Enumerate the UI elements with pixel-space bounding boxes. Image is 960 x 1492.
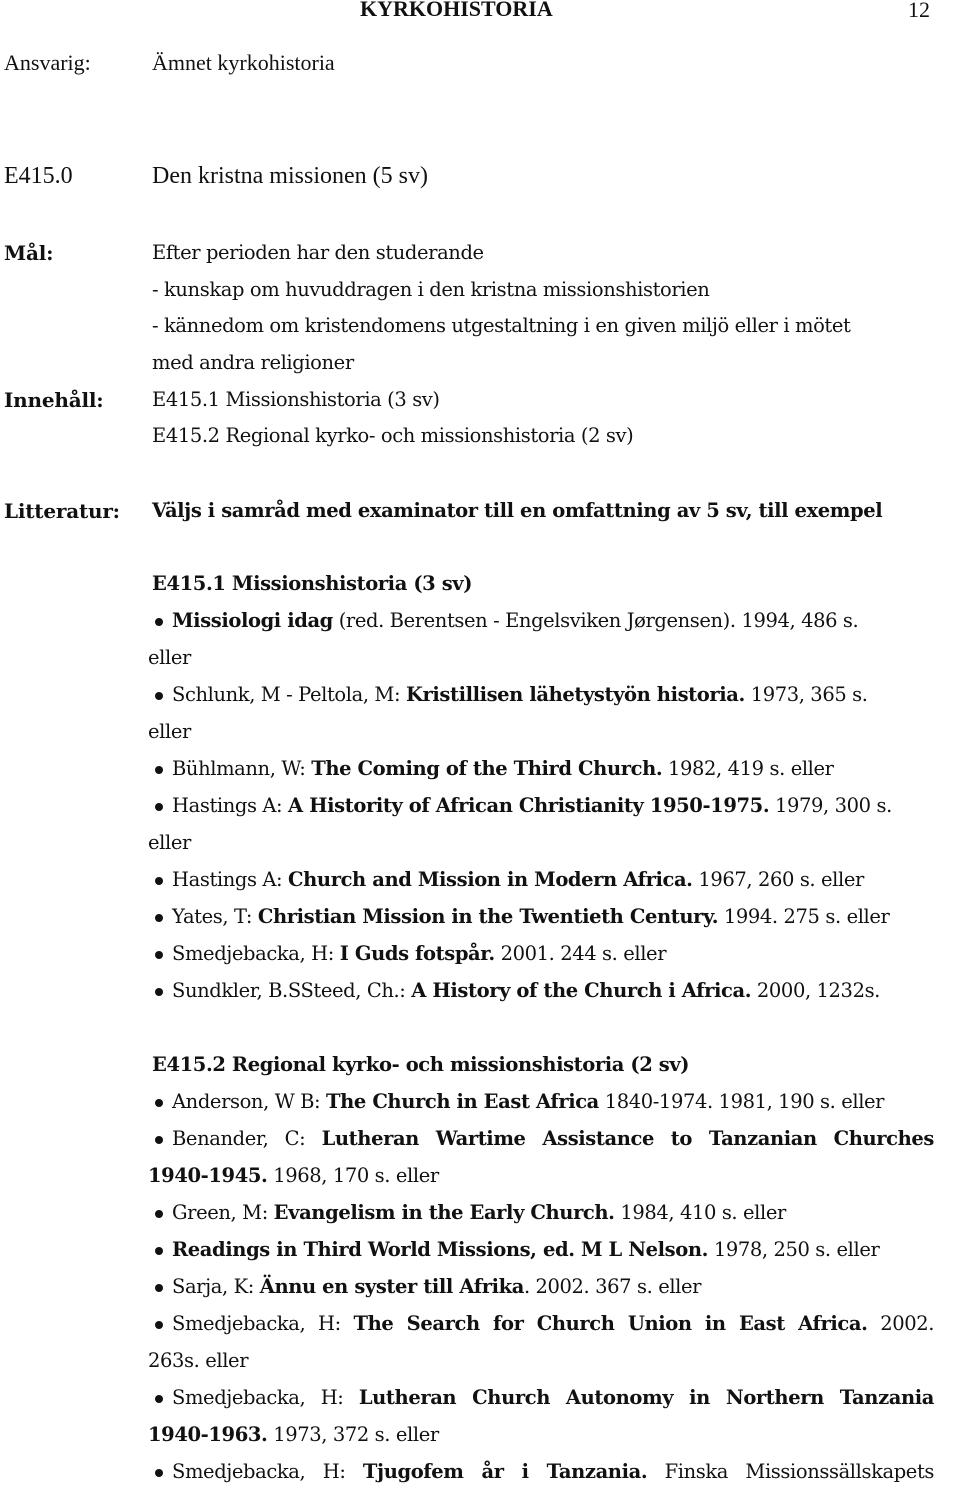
literature-label: Litteratur: xyxy=(4,499,120,523)
goals-line-4: med andra religioner xyxy=(152,351,354,374)
or-separator: eller xyxy=(148,831,191,854)
course-title: Den kristna missionen (5 sv) xyxy=(152,163,428,189)
list-item: Smedjebacka, H: Lutheran Church Autonomy in Northern Tanzania xyxy=(172,1386,934,1409)
responsible-value: Ämnet kyrkohistoria xyxy=(152,50,335,75)
bullet-icon xyxy=(155,877,163,885)
list-item: Schlunk, M - Peltola, M: Kristillisen lähetystyön historia. 1973, 365 s. xyxy=(172,683,868,706)
content-label: Innehåll: xyxy=(4,388,104,412)
or-separator: eller xyxy=(148,646,191,669)
responsible-label: Ansvarig: xyxy=(4,50,91,75)
bullet-icon xyxy=(155,803,163,811)
content-line-2: E415.2 Regional kyrko- och missionshistoria (2 sv) xyxy=(152,424,634,447)
goals-line-3: - kännedom om kristendomens utgestaltning i en given miljö eller i mötet xyxy=(152,314,851,337)
goals-line-2: - kunskap om huvuddragen i den kristna missionshistorien xyxy=(152,278,710,301)
course-code: E415.0 xyxy=(4,163,73,189)
bullet-icon xyxy=(155,951,163,959)
bullet-icon xyxy=(155,1210,163,1218)
section2-heading: E415.2 Regional kyrko- och missionshistoria (2 sv) xyxy=(152,1053,690,1076)
content-line-1: E415.1 Missionshistoria (3 sv) xyxy=(152,388,440,411)
bullet-icon xyxy=(155,1321,163,1329)
list-item: Readings in Third World Missions, ed. M L Nelson. 1978, 250 s. eller xyxy=(172,1238,880,1261)
bullet-icon xyxy=(155,1395,163,1403)
bullet-icon xyxy=(155,1469,163,1477)
page-number: 12 xyxy=(908,0,930,22)
list-item: Bühlmann, W: The Coming of the Third Church. 1982, 419 s. eller xyxy=(172,757,834,780)
bullet-icon xyxy=(155,914,163,922)
bullet-icon xyxy=(155,692,163,700)
list-item: Yates, T: Christian Mission in the Twentieth Century. 1994. 275 s. eller xyxy=(172,905,890,928)
list-item: Benander, C: Lutheran Wartime Assistance to Tanzanian Churches xyxy=(172,1127,935,1150)
bullet-icon xyxy=(155,766,163,774)
list-item: Missiologi idag (red. Berentsen - Engelsviken Jørgensen). 1994, 486 s. xyxy=(172,609,859,632)
page-header-title: KYRKOHISTORIA xyxy=(360,0,553,21)
list-item: Hastings A: A Histority of African Christianity 1950-1975. 1979, 300 s. xyxy=(172,794,892,817)
bullet-icon xyxy=(155,618,163,626)
list-item: Smedjebacka, H: I Guds fotspår. 2001. 244 s. eller xyxy=(172,942,667,965)
list-item: Smedjebacka, H: Tjugofem år i Tanzania. Finska Missionssällskapets xyxy=(172,1460,934,1483)
list-item-continuation: 1940-1945. 1968, 170 s. eller xyxy=(148,1164,439,1187)
list-item: Anderson, W B: The Church in East Africa 1840-1974. 1981, 190 s. eller xyxy=(172,1090,885,1113)
bullet-icon xyxy=(155,1136,163,1144)
list-item: Sarja, K: Ännu en syster till Afrika. 2002. 367 s. eller xyxy=(172,1275,702,1298)
list-item: Smedjebacka, H: The Search for Church Union in East Africa. 2002. xyxy=(172,1312,935,1335)
bullet-icon xyxy=(155,1284,163,1292)
bullet-icon xyxy=(155,1099,163,1107)
section1-heading: E415.1 Missionshistoria (3 sv) xyxy=(152,572,473,595)
bullet-icon xyxy=(155,1247,163,1255)
goals-line-1: Efter perioden har den studerande xyxy=(152,241,484,264)
literature-intro: Väljs i samråd med examinator till en omfattning av 5 sv, till exempel xyxy=(152,499,883,522)
or-separator: eller xyxy=(148,720,191,743)
bullet-icon xyxy=(155,988,163,996)
list-item: Sundkler, B.SSteed, Ch.: A History of the Church i Africa. 2000, 1232s. xyxy=(172,979,880,1002)
list-item: Hastings A: Church and Mission in Modern Africa. 1967, 260 s. eller xyxy=(172,868,864,891)
list-item: Green, M: Evangelism in the Early Church. 1984, 410 s. eller xyxy=(172,1201,786,1224)
list-item-continuation: 263s. eller xyxy=(148,1349,249,1372)
list-item-continuation: 1940-1963. 1973, 372 s. eller xyxy=(148,1423,439,1446)
goals-label: Mål: xyxy=(4,241,54,265)
